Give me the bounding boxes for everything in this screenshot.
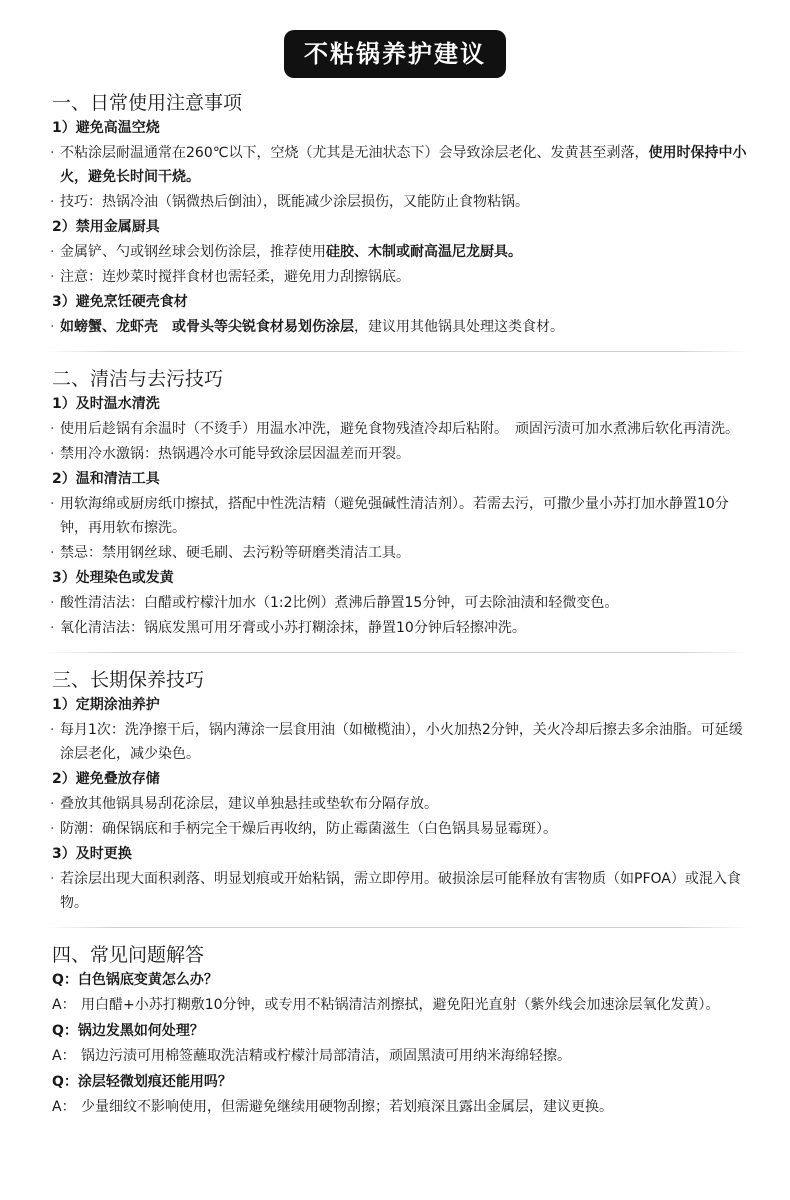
- subheading: 3）及时更换: [52, 846, 132, 862]
- faq-question: Q：涂层轻微划痕还能用吗？: [52, 1074, 232, 1090]
- faq-question: Q：锅边发黑如何处理？: [52, 1023, 204, 1039]
- section-maintenance: [46, 667, 750, 915]
- subheading: 2）禁用金属厨具: [52, 219, 160, 235]
- faq-answer: [46, 993, 750, 1017]
- bullet: ·: [50, 821, 55, 837]
- faq-answer: [46, 1095, 750, 1119]
- item-text: 酸性清洁法：白醋或柠檬汁加水（1:2比例）煮沸后静置15分钟，可去除油渍和轻微变色。: [60, 595, 619, 611]
- section-faq: [46, 942, 750, 1119]
- subheading: 1）及时温水清洗: [52, 396, 160, 412]
- list-item: [46, 541, 750, 565]
- subheading: 3）避免烹饪硬壳食材: [52, 294, 188, 310]
- list-item: [46, 792, 750, 816]
- answer-prefix: A：: [52, 1099, 76, 1115]
- item-text: 禁用冷水激锅：热锅遇冷水可能导致涂层因温差而开裂。: [60, 446, 410, 462]
- answer-text: 少量细纹不影响使用，但需避免继续用硬物刮擦；若划痕深且露出金属层，建议更换。: [81, 1099, 613, 1115]
- bullet: ·: [50, 145, 55, 161]
- bullet: ·: [50, 620, 55, 636]
- list-item: [46, 265, 750, 289]
- bullet: ·: [50, 269, 55, 285]
- item-text: 使用后趁锅有余温时（不烫手）用温水冲洗，避免食物残渣冷却后粘附。 顽固污渍可加水煮沸后软化再清洗。: [60, 421, 739, 437]
- bullet: ·: [50, 871, 55, 887]
- bullet: ·: [50, 319, 55, 335]
- faq-question: Q：白色锅底变黄怎么办？: [52, 972, 218, 988]
- item-bold: 硅胶、木制或耐高温尼龙厨具。: [326, 244, 522, 260]
- subheading: 2）温和清洁工具: [52, 471, 160, 487]
- item-bold: 使用时保持中小火，避免长时间干烧。: [60, 145, 747, 185]
- divider: [46, 927, 750, 928]
- answer-text: 用白醋+小苏打糊敷10分钟，或专用不粘锅清洁剂擦拭，避免阳光直射（紫外线会加速涂层氧化发黄）。: [81, 997, 720, 1013]
- list-item: [46, 718, 750, 766]
- answer-prefix: A：: [52, 1048, 76, 1064]
- list-item: [46, 315, 750, 339]
- list-item: [46, 492, 750, 540]
- title-wrap: [0, 30, 790, 78]
- list-item: [46, 240, 750, 264]
- bullet: ·: [50, 244, 55, 260]
- list-item: [46, 616, 750, 640]
- item-text: 禁忌：禁用钢丝球、硬毛刷、去污粉等研磨类清洁工具。: [60, 545, 410, 561]
- list-item: [46, 591, 750, 615]
- list-item: [46, 417, 750, 441]
- section-heading: 三、长期保养技巧: [52, 669, 205, 691]
- item-text: 若涂层出现大面积剥落、明显划痕或开始粘锅，需立即停用。破损涂层可能释放有害物质（如PFOA）或混入食物。: [60, 871, 741, 911]
- list-item: [46, 141, 750, 189]
- bullet: ·: [50, 545, 55, 561]
- faq-answer: [46, 1044, 750, 1068]
- section-daily-use: [46, 90, 750, 339]
- subheading: 1）定期涂油养护: [52, 697, 160, 713]
- subheading: 1）避免高温空烧: [52, 120, 160, 136]
- content: [46, 88, 750, 1121]
- bullet: ·: [50, 496, 55, 512]
- divider: [46, 652, 750, 653]
- item-text: ，建议用其他锅具处理这类食材。: [354, 319, 564, 335]
- list-item: [46, 867, 750, 915]
- bullet: ·: [50, 194, 55, 210]
- bullet: ·: [50, 421, 55, 437]
- subheading: 3）处理染色或发黄: [52, 570, 174, 586]
- item-text: 技巧：热锅冷油（锅微热后倒油），既能减少涂层损伤，又能防止食物粘锅。: [60, 194, 529, 210]
- bullet: ·: [50, 595, 55, 611]
- item-text: 用软海绵或厨房纸巾擦拭，搭配中性洗洁精（避免强碱性清洁剂）。若需去污，可撒少量小苏打加水静置10分钟，再用软布擦洗。: [60, 496, 729, 536]
- list-item: [46, 190, 750, 214]
- answer-prefix: A：: [52, 997, 76, 1013]
- section-heading: 一、日常使用注意事项: [52, 92, 243, 114]
- bullet: ·: [50, 796, 55, 812]
- section-heading: 二、清洁与去污技巧: [52, 368, 224, 390]
- answer-text: 锅边污渍可用棉签蘸取洗洁精或柠檬汁局部清洁，顽固黑渍可用纳米海绵轻擦。: [81, 1048, 571, 1064]
- bullet: ·: [50, 446, 55, 462]
- list-item: [46, 442, 750, 466]
- item-bold: 如螃蟹、龙虾壳 或骨头等尖锐食材易划伤涂层: [60, 319, 354, 335]
- item-text: 每月1次：洗净擦干后，锅内薄涂一层食用油（如橄榄油），小火加热2分钟，关火冷却后擦去多余油脂。可延缓涂层老化，减少染色。: [60, 722, 743, 762]
- item-text: 金属铲、勺或钢丝球会划伤涂层，推荐使用: [60, 244, 326, 260]
- section-cleaning: [46, 366, 750, 640]
- item-text: 注意：连炒菜时搅拌食材也需轻柔，避免用力刮擦锅底。: [60, 269, 410, 285]
- page-title: 不粘锅养护建议: [284, 30, 506, 78]
- divider: [46, 351, 750, 352]
- item-text: 叠放其他锅具易刮花涂层，建议单独悬挂或垫软布分隔存放。: [60, 796, 438, 812]
- item-text: 氧化清洁法：锅底发黑可用牙膏或小苏打糊涂抹，静置10分钟后轻擦冲洗。: [60, 620, 526, 636]
- list-item: [46, 817, 750, 841]
- item-text: 防潮：确保锅底和手柄完全干燥后再收纳，防止霉菌滋生（白色锅具易显霉斑）。: [60, 821, 557, 837]
- item-text: 不粘涂层耐温通常在260℃以下，空烧（尤其是无油状态下）会导致涂层老化、发黄甚至剥落，: [60, 145, 649, 161]
- subheading: 2）避免叠放存储: [52, 771, 160, 787]
- section-heading: 四、常见问题解答: [52, 944, 205, 966]
- bullet: ·: [50, 722, 55, 738]
